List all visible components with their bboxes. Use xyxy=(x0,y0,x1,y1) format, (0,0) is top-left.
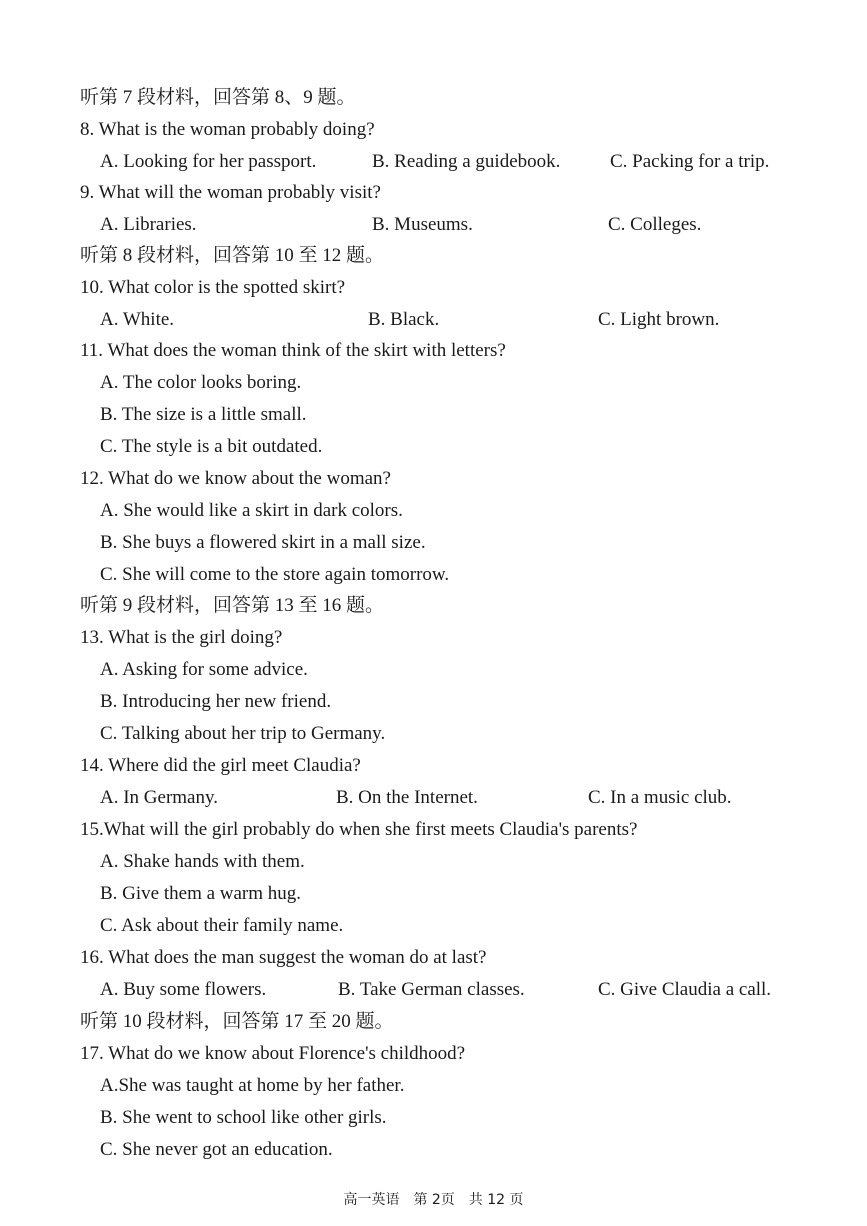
question-16-option-b: B. Take German classes. xyxy=(338,979,525,1000)
question-13-option-a: A. Asking for some advice. xyxy=(100,659,308,680)
question-17-option-b: B. She went to school like other girls. xyxy=(100,1107,387,1128)
question-9-stem: 9. What will the woman probably visit? xyxy=(80,182,381,203)
question-11-option-c: C. The style is a bit outdated. xyxy=(100,436,323,457)
question-9-option-b: B. Museums. xyxy=(372,214,473,235)
question-12-stem: 12. What do we know about the woman? xyxy=(80,468,391,489)
question-14-option-b: B. On the Internet. xyxy=(336,787,478,808)
question-9-option-c: C. Colleges. xyxy=(608,214,702,235)
question-10-stem: 10. What color is the spotted skirt? xyxy=(80,277,346,298)
question-14-option-c: C. In a music club. xyxy=(588,787,732,808)
question-14-options xyxy=(0,786,867,810)
question-8-options xyxy=(0,150,867,174)
question-12-option-c: C. She will come to the store again tomorrow. xyxy=(100,564,450,585)
question-10-option-b: B. Black. xyxy=(368,309,440,330)
section-heading-10: 听第 10 段材料，回答第 17 至 20 题。 xyxy=(80,1011,394,1032)
page-footer: 高一英语 第 2页 共 12 页 xyxy=(343,1192,524,1208)
question-14-option-a: A. In Germany. xyxy=(100,787,219,808)
question-16-options xyxy=(0,978,867,1002)
question-10-option-a: A. White. xyxy=(100,309,175,330)
question-8-option-a: A. Looking for her passport. xyxy=(100,151,317,172)
question-11-option-b: B. The size is a little small. xyxy=(100,404,307,425)
question-16-option-a: A. Buy some flowers. xyxy=(100,979,267,1000)
question-11-option-a: A. The color looks boring. xyxy=(100,372,302,393)
question-16-option-c: C. Give Claudia a call. xyxy=(598,979,772,1000)
question-8-option-c: C. Packing for a trip. xyxy=(610,151,770,172)
question-13-stem: 13. What is the girl doing? xyxy=(80,627,283,648)
question-13-option-b: B. Introducing her new friend. xyxy=(100,691,332,712)
question-12-option-a: A. She would like a skirt in dark colors. xyxy=(100,500,403,521)
question-15-option-c: C. Ask about their family name. xyxy=(100,915,344,936)
question-14-stem: 14. Where did the girl meet Claudia? xyxy=(80,755,361,776)
question-10-option-c: C. Light brown. xyxy=(598,309,720,330)
question-15-option-a: A. Shake hands with them. xyxy=(100,851,305,872)
question-8-stem: 8. What is the woman probably doing? xyxy=(80,119,375,140)
question-9-options xyxy=(0,213,867,237)
section-heading-9: 听第 9 段材料，回答第 13 至 16 题。 xyxy=(80,595,385,616)
section-heading-8: 听第 8 段材料，回答第 10 至 12 题。 xyxy=(80,245,385,266)
question-8-option-b: B. Reading a guidebook. xyxy=(372,151,561,172)
question-17-option-c: C. She never got an education. xyxy=(100,1139,333,1160)
question-17-stem: 17. What do we know about Florence's childhood? xyxy=(80,1043,466,1064)
question-13-option-c: C. Talking about her trip to Germany. xyxy=(100,723,386,744)
question-15-option-b: B. Give them a warm hug. xyxy=(100,883,302,904)
question-17-option-a: A.She was taught at home by her father. xyxy=(100,1075,405,1096)
question-12-option-b: B. She buys a flowered skirt in a mall size. xyxy=(100,532,426,553)
question-9-option-a: A. Libraries. xyxy=(100,214,197,235)
question-15-stem: 15.What will the girl probably do when she first meets Claudia's parents? xyxy=(80,819,638,840)
question-11-stem: 11. What does the woman think of the skirt with letters? xyxy=(80,340,506,361)
section-heading-7: 听第 7 段材料，回答第 8、9 题。 xyxy=(80,87,356,108)
question-16-stem: 16. What does the man suggest the woman do at last? xyxy=(80,947,487,968)
question-10-options xyxy=(0,308,867,332)
